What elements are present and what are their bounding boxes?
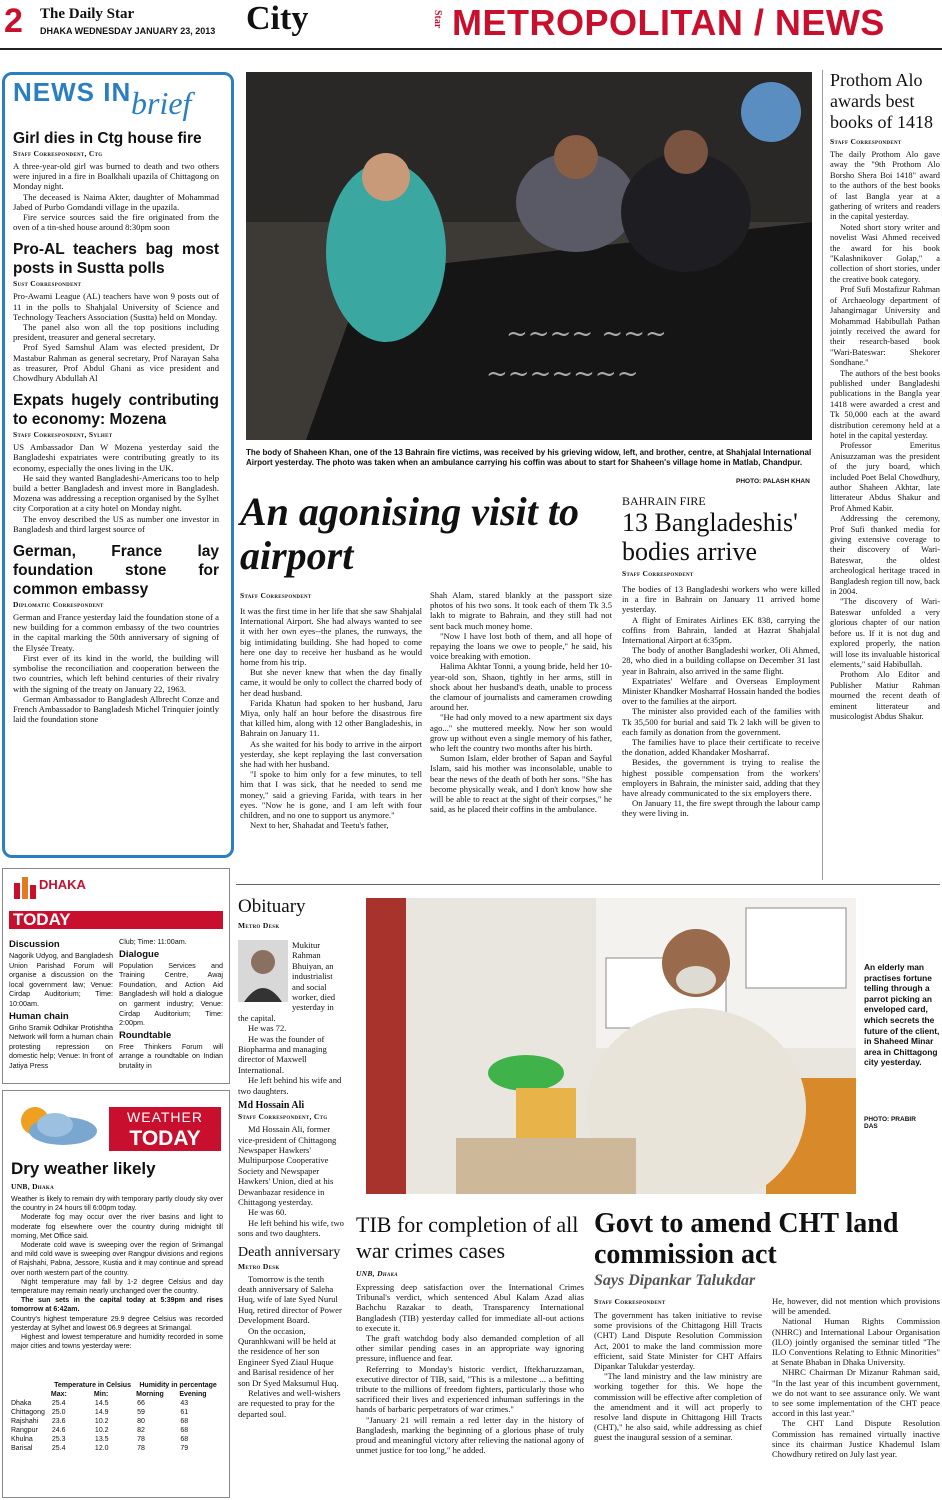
paragraph: Noted short story writer and novelist Wasi Ahmed received the award for his book "Kalashnikover Golap," a collection of short stories, under the creative book category. — [830, 222, 940, 284]
dhaka-today-right — [119, 937, 223, 1081]
brief-title: NEWS IN — [13, 77, 132, 107]
paragraph: Prof Syed Samshul Alam was elected president, Dr Mastabur Rahman as general secretary, Prof Narayan Saha as treasurer, Prof Abdul Ghani as vice president and Chowdhury Abdullah Al — [13, 342, 219, 384]
prothom-headline: Prothom Alo awards best books of 1418 — [830, 70, 933, 132]
svg-text:~~~~ ~~~: ~~~~ ~~~ — [506, 319, 667, 349]
obituary-paragraph: He was 72. — [248, 1023, 287, 1034]
tib-body — [356, 1282, 584, 1496]
column-rule — [822, 70, 823, 880]
brief-title-script: brief — [131, 85, 192, 121]
death-anniversary-headline: Death anniversary — [238, 1244, 341, 1260]
paragraph: The panel also won all the top positions including president, treasurer and general secretary. — [13, 322, 219, 343]
bahrain-headline: 13 Bangladeshis' bodies arrive — [622, 508, 798, 566]
section-title: City — [246, 0, 309, 37]
photo1-credit: PHOTO: PALASH KHAN — [736, 478, 810, 485]
table-cell: 78 — [137, 1436, 145, 1443]
weather-body — [11, 1195, 223, 1365]
paragraph: The deceased is Naima Akter, daughter of Mohammad Jabed of Purbo Gomdandi village in the upazila. — [13, 191, 219, 212]
paragraph: He, however, did not mention which provisions will be amended. — [772, 1296, 940, 1317]
paragraph: Prof Sufi Mostafizur Rahman of Archaeology department of Jahangirnagar University and Mohammad Habibullah Pathan jointly received the award for their research-based book "Wari-Bateswar: Shekorer Sondhane." — [830, 285, 940, 368]
cht-subhead: Says Dipankar Talukdar — [594, 1272, 756, 1289]
paragraph: The bodies of 13 Bangladeshi workers who were killed in a fire in Bahrain on January 11 arrived home yesterday. — [622, 584, 820, 615]
bahrain-byline: Staff Correspondent — [622, 569, 694, 578]
portrait-spacer — [238, 940, 292, 1004]
paragraph: German and France yesterday laid the foundation stone of a new building for a common embassy of the two countries in the capital marking the 50th anniversary of signing of the Elysée Treaty. — [13, 612, 219, 653]
event-text: Nagorik Udyog, and Bangladesh Union Parishad Forum will organise a discussion on the local government law; Venue: Cirdap Auditorium; Time: 10:00am. — [9, 951, 113, 1008]
paragraph: Expatriates' Welfare and Overseas Employment Minister Khandker Mosharraf Hossain handed the bodies over to the families at the airport. — [622, 675, 820, 707]
obituary-paragraph: He left behind his wife, two sons and two daughters. — [238, 1217, 344, 1239]
paragraph: A flight of Emirates Airlines EK 838, carrying the coffins from Bahrain, landed at Hazrat Shahjalal International Airport at 6:35pm. — [622, 614, 820, 646]
paragraph: The daily Prothom Alo gave away the "9th Prothom Alo Borsho Shera Boi 1418" award to the authors of the best books of last Bangla year at a gathering of writers and readers in the capital yesterday. — [830, 150, 940, 222]
obituary-body — [238, 940, 344, 1488]
paragraph: Expressing deep satisfaction over the International Crimes Tribunal's verdict, which sentenced Abul Kalam Azad alias Bachchu Razakar to death, Transparency International Bangladesh (TIB) yesterday called for immediate all-out actions to execute it. — [356, 1282, 584, 1333]
paragraph: Fire service sources said the fire originated from the oven of a tin-shed house around 8:30pm soon — [13, 212, 219, 233]
dhaka-today-label: DHAKA — [39, 877, 86, 892]
weather-headline: Dry weather likely — [11, 1159, 156, 1178]
paragraph: Moderate cold wave is sweeping over the region of Srimangal and mild cold wave is sweeping over Rangpur divisions and regions of Rajshahi, Pabna, Jessore, Kustia and it may continue and spread over north western part of the country. — [11, 1242, 223, 1277]
paragraph: As she waited for his body to arrive in the airport yesterday, she kept replaying the last conversation she had with her husband. — [240, 738, 422, 770]
paragraph: National Human Rights Commission (NHRC) and International Labour Organisation (ILO) jointly organised the seminar titled "The ILO Conventions Relating to Ethnic Minorities" at Senate Bhaban in Dhaka University. — [772, 1316, 940, 1368]
paragraph: But she never knew that when the day finally came, it would be only to collect the charred body of her dead husband. — [240, 667, 422, 698]
page-number: 2 — [4, 2, 23, 40]
brief-byline: Diplomatic Correspondent — [13, 600, 104, 610]
paragraph: Moderate fog may occur over the river basins and light to moderate fog elsewhere over the country during midnight till morning, Met Office said. — [11, 1214, 223, 1240]
weather-label: WEATHER — [109, 1107, 221, 1127]
table-cell: 43 — [180, 1400, 189, 1407]
fortune-teller-photo — [366, 898, 856, 1194]
paragraph: Farida Khatun had spoken to her husband, Jaru Miya, only half an hour before the disastrous fire that killed him, along with 12 other Bangladeshis, in Bahrain on January 11. — [240, 697, 422, 739]
bahrain-kicker: BAHRAIN FIRE — [622, 494, 706, 508]
sun-times: The sun sets in the capital today at 5:39pm and rises tomorrow at 6:42am. — [11, 1297, 223, 1314]
obituary-paragraph: He was 60. — [248, 1207, 287, 1218]
photo2-credit: PHOTO: PRABIR DAS — [864, 1116, 916, 1130]
brief-body — [13, 612, 219, 724]
dhaka-today-left — [9, 937, 113, 1081]
obituary-lead: Mukitur Rahman Bhuiyan, an industrialist and social worker, died yesterday in the capital. — [238, 940, 336, 1023]
table-cell: 66 — [137, 1400, 145, 1407]
paragraph: The government has taken initiative to revise some provisions of the Chittagong Hill Tracts (CHT) Land Dispute Resolution Commission Act, 2001 to make the land commission more efficient, said State Minister for CHT Affairs Dipankar Talukdar yesterday. — [594, 1310, 762, 1372]
main-column-2 — [430, 590, 612, 878]
table-row — [9, 1417, 221, 1426]
brief-byline: Sust Correspondent — [13, 279, 82, 289]
paragraph: The CHT Land Dispute Resolution Commission has remained virtually inactive since its chairman Justice Khademul Islam Chowdhury retired on July last year. — [772, 1418, 940, 1460]
bahrain-body — [622, 584, 820, 878]
paragraph: "I spoke to him only for a few minutes, to tell him that I was sick, that he needed to send me money," said a grieving Farida, with tears in her eyes. "Now he is gone, and I am left with four children, and no one to support us anymore." — [240, 769, 422, 821]
paragraph: Pro-Awami League (AL) teachers have won 9 posts out of 11 in the polls to Shahjalal University of Science and Technology Teachers Association (Sustta) held on Monday. — [13, 291, 219, 322]
brief-byline: Staff Correspondent, Sylhet — [13, 430, 113, 440]
obituary-byline: Metro Desk — [238, 921, 280, 930]
paragraph: "The land ministry and the law ministry are working together for this. We hope the commission will be effective after completion of the amendment and it will act properly to resolve land dispute in Chittagong Hill Tracts (CHT)," he also said, while addressing as chief guest the inaugural session of a seminar. — [594, 1371, 762, 1443]
city-skyline-icon — [11, 873, 39, 901]
obituary-headline: Obituary — [238, 896, 306, 917]
table-cell: 14.9 — [94, 1409, 109, 1416]
paragraph: Next to her, Shahadat and Teetu's father, — [250, 820, 389, 831]
table-cell: 10.2 — [94, 1427, 109, 1434]
table-cell: 14.5 — [94, 1400, 109, 1407]
page-header — [0, 0, 942, 50]
table-row — [9, 1444, 221, 1453]
paragraph: The authors of the best books published under Bangladeshi publications in the Bangla year 1418 were awarded a crest and Tk 50,000 each at the award distribution ceremony held at a hotel in the capital yesterday. — [830, 368, 940, 440]
obituary-paragraph: He was the founder of Biopharma and managing director of Maxwell International. — [238, 1033, 327, 1075]
photo1-caption: The body of Shaheen Khan, one of the 13 Bahrain fire victims, was received by his grieving widow, left, and brother, centre, at Shahjalal International Airport yesterday. The photo was taken when an ambulance carrying his coffin was about to start for Shaheen's village home in Matlab, Chandpur. — [246, 448, 812, 467]
paragraph: NHRC Chairman Dr Mizanur Rahman said, "In the last year of this incumbent government, we do not want to see assurance only. We want to see some implementation of the CHT peace accord in this last year." — [772, 1367, 940, 1419]
paragraph: Prothom Alo Editor and Publisher Matiur Rahman mourned the recent death of eminent litterateur and musicologist Abdus Shakur. — [830, 670, 940, 721]
obituary-subhead: Md Hossain Ali — [238, 1100, 305, 1112]
cht-byline: Staff Correspondent — [594, 1297, 666, 1306]
weather-byline: UNB, Dhaka — [11, 1182, 55, 1191]
paragraph: "The discovery of Wari-Bateswar unfolded a very glorious chapter of our nation before us. If it is not dug and explored properly, the nation will lose its invaluable historical elements," said Habibullah. — [830, 597, 940, 669]
table-cell: Chittagong — [11, 1409, 45, 1416]
tib-byline: UNB, Dhaka — [356, 1269, 398, 1278]
table-row — [9, 1408, 221, 1417]
event-heading: Discussion — [9, 939, 60, 950]
table-cell: Barisal — [11, 1445, 33, 1452]
table-group-header — [9, 1381, 221, 1390]
cht-column-2 — [772, 1296, 940, 1498]
blank-cell — [9, 1381, 50, 1390]
table-cell: 25.4 — [51, 1445, 66, 1452]
table-cell: 68 — [180, 1418, 189, 1425]
weather-table — [9, 1381, 221, 1453]
paragraph: He said they wanted Bangladeshi-Americans too to help build a better Bangladesh and invest more in Bangladesh. Mozena was addressing a reception organised by the Sylhet city Corporation at a city hotel on Monday night. — [13, 472, 219, 514]
section-banner: METROPOLITAN / NEWS — [452, 2, 885, 43]
dateline: DHAKA WEDNESDAY JANUARY 23, 2013 — [40, 26, 216, 36]
masthead: The Daily Star — [40, 6, 135, 22]
cht-column-1 — [594, 1310, 762, 1498]
paragraph: "He had only moved to a new apartment six days ago..." she muttered meekly. Now her son would grow up without even a single memory of his father, who left the country two months after his birth. — [430, 712, 612, 754]
brief-headline: Girl dies in Ctg house fire — [13, 130, 202, 147]
event-text: Club; Time: 11:00am. — [119, 937, 187, 946]
prothom-body — [830, 150, 940, 880]
paragraph: Halima Akhtar Tonni, a young bride, held her 10-year-old son, Shaon, tightly in her arms, still in shock about her husband's death, unable to process the clamour of journalists and cameramen crowding around her. — [430, 661, 612, 713]
brief-headline: Expats hugely contributing to economy: Mozena — [13, 392, 219, 429]
photo2-caption: An elderly man practises fortune telling through a parrot picking an enveloped card, which secrets the future of the client, in Shaheed Minar area in Chittagong city yesterday. — [864, 962, 940, 1068]
main-column-1 — [240, 606, 422, 878]
humidity-group-header: Humidity in percentage — [139, 1382, 217, 1389]
brief-body — [13, 442, 219, 534]
table-cell: 82 — [137, 1427, 145, 1434]
weather-box — [2, 1090, 230, 1498]
table-cell: 68 — [180, 1427, 189, 1434]
paragraph: Besides, the government is trying to realise the highest possible compensation from the workers' employers in Bahrain, the minister said, adding that they have already communicated to the six employers there. — [622, 757, 820, 799]
brief-body — [13, 291, 219, 383]
paragraph: Weather is likely to remain dry with temporary partly cloudy sky over the country in 24 hours till 6:00pm today. — [11, 1196, 223, 1213]
table-cell: 12.0 — [94, 1445, 109, 1452]
table-row — [9, 1399, 221, 1408]
paragraph: Night temperature may fall by 1-2 degree Celsius and day temperature may remain nearly unchanged over the country. — [11, 1278, 223, 1296]
table-cell: Rajshahi — [11, 1418, 39, 1425]
paragraph: "Now I have lost both of them, and all hope of repaying the loans we owe to people," he said, his voice breaking with emotion. — [430, 630, 612, 662]
obituary-paragraph: On the occasion, Quranhkwani will be held at the residence of her son Engineer Syed Ziaul Huque and Barisal residence of her son Dr Syed Maksumul Huq. — [238, 1325, 339, 1388]
death-anniversary-byline: Metro Desk — [238, 1261, 280, 1271]
svg-text:~~~~~~~: ~~~~~~~ — [486, 359, 639, 389]
paragraph: A three-year-old girl was burned to death and two others were injured in a fire in Boalkhali upazila of Chittagong on Monday night. — [13, 161, 219, 192]
paragraph: Referring to Monday's historic verdict, Iftekharuzzaman, executive director of TIB, said, "This is a milestone ... a befitting tribute to the millions of freedom fighters, particularly those who sacrificed their lives and experienced inhuman sufferings in the hands of barbaric perpetrators of war crimes." — [356, 1363, 584, 1415]
prothom-byline: Staff Correspondent — [830, 137, 902, 146]
table-cell: 25.0 — [51, 1409, 66, 1416]
paragraph: Highest and lowest temperature and humidity recorded in some major cities and towns yesterday were: — [11, 1334, 223, 1351]
table-cell: 80 — [137, 1418, 145, 1425]
dhaka-today-bar: TODAY — [9, 911, 223, 929]
paragraph: The graft watchdog body also demanded completion of all other similar pending cases in an appropriate way ignoring pressure, influence and fear. — [356, 1333, 584, 1364]
news-in-brief-box — [2, 72, 234, 858]
table-cell: 61 — [180, 1409, 189, 1416]
paragraph: Shah Alam, stared blankly at the passport size photos of his two sons. It took each of them Tk 3.5 lakh to migrate to Bahrain, and they still had not sent back much money home. — [430, 590, 612, 631]
paragraph: Professor Emeritus Anisuzzaman was the president of the jury board, which included Poet Belal Chowdhury, author Shaheen Akhtar, late litterateur Abdus Shakur and Prof Ahmed Kabir. — [830, 441, 940, 513]
brief-byline: Staff Correspondent, Ctg — [13, 149, 103, 158]
main-headline: An agonising visit to airport — [240, 489, 579, 578]
event-heading: Dialogue — [119, 948, 160, 960]
paragraph: On January 11, the fire swept through the labour camp they were living in. — [622, 798, 820, 819]
table-cell: 59 — [137, 1409, 145, 1416]
dhaka-today-box — [2, 868, 230, 1084]
table-cell: 25.3 — [51, 1436, 66, 1443]
brief-headline: Pro-AL teachers bag most posts in Sustta polls — [13, 241, 219, 278]
paragraph: "January 21 will remain a red letter day in the history of Bangladesh, marking the beginning of a glorious phase of truly proud and meaningful victory after relieving the national agony of unmet justice for too long," he added. — [356, 1414, 584, 1456]
paragraph: First ever of its kind in the world, the building will symbolise the reconciliation and cooperation between the two countries, which left behind centuries of their rivalry with the signing of the treaty on January 22, 1963. — [13, 652, 219, 694]
table-row — [9, 1435, 221, 1444]
paragraph: Country's highest temperature 29.9 degree Celsius was recorded yesterday at Sylhet and lowest 06.9 degrees at Srimangal. — [11, 1315, 223, 1332]
brief-list — [13, 129, 219, 849]
obituary-paragraph: Relatives and well-wishers are requested to pray for the departed soul. — [238, 1388, 341, 1419]
main-byline: Staff Correspondent — [240, 591, 312, 600]
table-cell: 13.5 — [94, 1436, 109, 1443]
column-header: Morning — [136, 1391, 164, 1398]
column-header: Max: — [50, 1391, 67, 1398]
obituary-paragraph: Md Hossain Ali, former vice-president of Chittagong Newspaper Hawkers' Multipurpose Cooperative Society and Newspaper Hawkers' Union, died at his Dewanbazar residence in Chittagong yesterday. — [238, 1124, 337, 1207]
obituary-paragraph: Tomorrow is the tenth death anniversary of Saleha Huq, wife of late Syed Nurul Huq, retired director of Power Development Board. — [238, 1273, 342, 1326]
table-header-row — [9, 1390, 221, 1399]
table-cell: 10.2 — [94, 1418, 109, 1425]
obituary-paragraph: He left behind his wife and two daughters. — [238, 1075, 342, 1096]
paragraph: It was the first time in her life that she saw Shahjalal International Airport. She had always wanted to see it with her own eyes--the planes, the runways, the big intimidating building. She had hoped to come here one day to receive her husband as he would home from his trip. — [240, 606, 422, 668]
event-text: Population Services and Training Centre, Awaj Foundation, and Action Aid Bangladesh will hold a dialogue on garment industry; Venue: Cirdap Auditorium; Time: 2:00pm. — [119, 960, 223, 1028]
event-heading: Roundtable — [119, 1029, 172, 1041]
star-logo: Star — [432, 10, 443, 29]
tib-headline: TIB for completion of all war crimes cases — [356, 1212, 579, 1263]
column-header: Min: — [93, 1391, 109, 1398]
paragraph: Sumon Islam, elder brother of Sapan and Sayful Islam, said his mother was inconsolable, unable to bear the news of the death of both her sons. "She has become physically weak, and I don't know how she will be able to react at the sight of their corpses," he said, as he placed their coffins in the ambulance. — [430, 753, 612, 815]
table-cell: 24.6 — [51, 1427, 66, 1434]
obituary-sub-byline: Staff Correspondent, Ctg — [238, 1112, 328, 1122]
cht-headline: Govt to amend CHT land commission act — [594, 1208, 899, 1270]
table-cell: Dhaka — [11, 1400, 32, 1407]
weather-cloud-icon — [13, 1103, 103, 1147]
weather-today-label: TODAY — [109, 1127, 221, 1151]
table-cell: 68 — [180, 1436, 189, 1443]
paragraph: The families have to place their certificate to receive the donation, added Khandaker Mosharraf. — [622, 737, 820, 758]
temp-group-header: Temperature in Celsius — [54, 1382, 131, 1389]
brief-body — [13, 161, 219, 232]
section-divider — [236, 884, 940, 885]
blank-cell — [9, 1390, 50, 1399]
table-cell: Rangpur — [11, 1427, 38, 1434]
table-cell: 78 — [137, 1445, 145, 1452]
paragraph: The minister also provided each of the families with Tk 35,500 for burial and said Tk 2 lakh will be given to each family as donation from the government. — [622, 706, 820, 737]
paragraph: US Ambassador Dan W Mozena yesterday said the Bangladeshi expatriates were contributing greatly to its economy, especially the ones living in the UK. — [13, 442, 219, 473]
table-row — [9, 1426, 221, 1435]
paragraph: The envoy described the US as number one investor in Bangladesh and third largest source of — [13, 513, 219, 534]
column-header: Evening — [179, 1391, 207, 1398]
paragraph: German Ambassador to Bangladesh Albrecht Conze and French Ambassador to Bangladesh Michel Trinquier jointly laid the foundation stone — [13, 693, 219, 725]
paragraph: The body of another Bangladeshi worker, Oli Ahmed, 28, who died in a building collapse on December 31 last year in Bahrain, also arrived in the same flight. — [622, 645, 820, 676]
event-heading: Human chain — [9, 1010, 69, 1022]
event-text: Free Thinkers Forum will arrange a roundtable on Indian brutality in — [119, 1041, 223, 1070]
paragraph: Addressing the ceremony, Prof Sufi thanked media for giving extensive coverage to their discovery of Wari-Bateswar, the oldest archeological heritage traced in Bangladesh region till now, back in 2004. — [830, 514, 940, 597]
coffin-photo — [246, 72, 812, 440]
table-cell: 79 — [180, 1445, 189, 1452]
table-cell: Khulna — [11, 1436, 33, 1443]
brief-headline: German, France lay foundation stone for common embassy — [13, 543, 219, 599]
event-text: Griho Sramik Odhikar Protishtha Network will form a human chain protesting repression on domestic help; Venue: In front of Jatiya Press — [9, 1022, 113, 1070]
table-cell: 25.4 — [51, 1400, 66, 1407]
table-cell: 23.6 — [51, 1418, 66, 1425]
